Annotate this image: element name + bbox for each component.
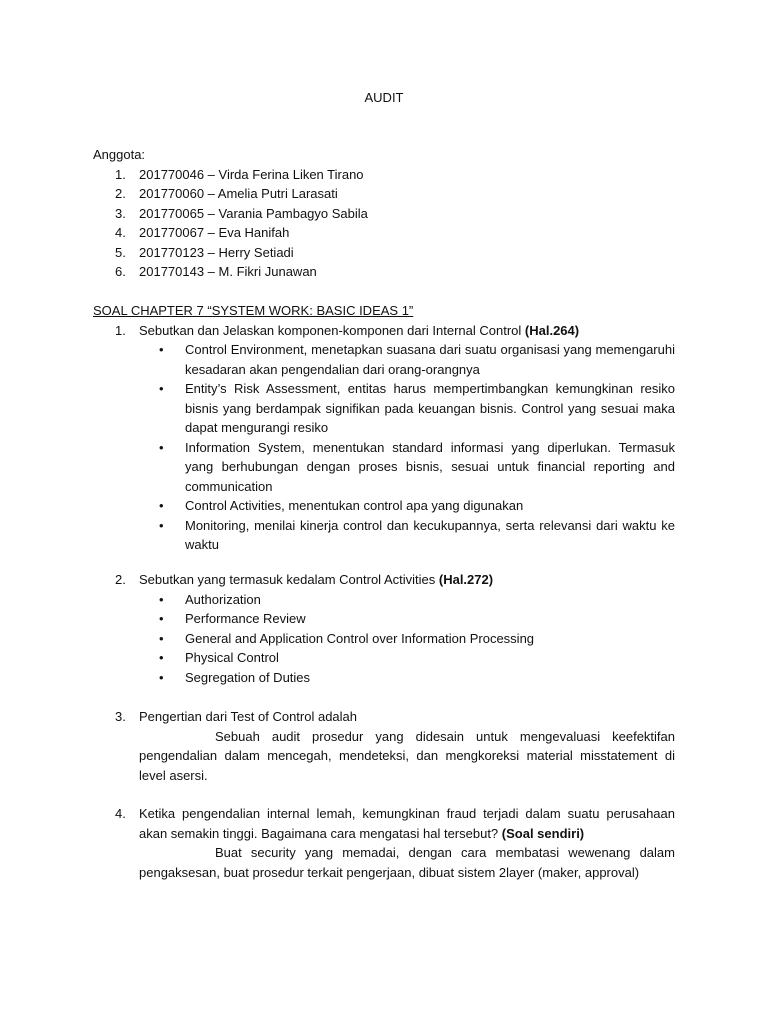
list-number: 5. (115, 244, 126, 260)
list-item (93, 629, 675, 649)
member-text: 201770065 – Varania Pambagyo Sabila (139, 205, 368, 221)
chapter-heading: SOAL CHAPTER 7 “SYSTEM WORK: BASIC IDEAS 1” (93, 303, 414, 318)
member-text: 201770123 – Herry Setiadi (139, 244, 294, 260)
question-2-section (93, 570, 675, 687)
list-number: 3. (115, 205, 126, 221)
list-item (93, 648, 675, 668)
list-item (93, 379, 675, 438)
question-1 (93, 321, 675, 341)
list-number: 2. (115, 186, 126, 201)
document-title: AUDIT (364, 90, 404, 105)
question-text: Sebutkan dan Jelaskan komponen-komponen dari Internal Control (139, 322, 525, 338)
question-text: Pengertian dari Test of Control adalah (139, 709, 358, 724)
bullet-icon: • (159, 439, 164, 455)
bullet-text: Authorization (185, 591, 261, 607)
question-number: 3. (115, 709, 126, 724)
members-list (93, 165, 675, 282)
bullet-text: Control Activities, menentukan control apa yang digunakan (185, 498, 524, 513)
list-item (93, 438, 675, 497)
members-section (93, 145, 675, 282)
chapter-section (93, 301, 675, 555)
question-4 (93, 804, 675, 843)
list-item (93, 223, 675, 243)
bullet-text: Information System, menentukan standard informasi yang diperlukan. Termasuk yang berhubungan dengan proses bisnis, sesuai untuk financial reporting and communication (185, 439, 675, 494)
member-text: 201770143 – M. Fikri Junawan (139, 264, 317, 279)
list-item (93, 165, 675, 185)
question-2 (93, 570, 675, 590)
question-number: 4. (115, 806, 126, 821)
list-item (93, 668, 675, 688)
question-text: Ketika pengendalian internal lemah, kemungkinan fraud terjadi dalam suatu perusahaan akan semakin tinggi. Bagaimana cara mengatasi hal tersebut? (139, 806, 675, 841)
answer-text: Buat security yang memadai, dengan cara membatasi wewenang dalam pengaksesan, buat prosedur terkait pengerjaan, dibuat sistem 2layer (maker, approval) (139, 845, 675, 880)
list-item (93, 516, 675, 555)
list-item (93, 243, 675, 263)
list-item (93, 340, 675, 379)
list-number: 4. (115, 225, 126, 240)
question-number: 2. (115, 572, 126, 587)
q1-bullet-list (93, 340, 675, 555)
answer-3 (93, 727, 675, 786)
answer-4 (93, 843, 675, 882)
bullet-icon: • (159, 669, 164, 685)
bullet-text: Monitoring, menilai kinerja control dan kecukupannya, serta relevansi dari waktu ke waktu (185, 517, 675, 552)
bullet-icon: • (159, 342, 164, 357)
list-item (93, 609, 675, 629)
page-reference: (Hal.264) (524, 322, 580, 338)
list-item (93, 496, 675, 516)
bullet-icon: • (159, 650, 164, 665)
bullet-icon: • (159, 517, 164, 533)
list-item (93, 590, 675, 610)
bullet-icon: • (159, 498, 164, 513)
question-3-section (93, 707, 675, 785)
bullet-text: Entity’s Risk Assessment, entitas harus mempertimbangkan kemungkinan resiko bisnis yang berdampak signifikan pada keuangan bisnis. Control yang sesuai maka dapat mengurangi resiko (185, 381, 675, 435)
question-3 (93, 707, 675, 727)
bullet-icon: • (159, 611, 164, 626)
member-text: 201770067 – Eva Hanifah (139, 225, 290, 240)
bullet-icon: • (159, 591, 164, 607)
page-reference: (Soal sendiri) (501, 825, 585, 841)
list-number: 1. (115, 166, 126, 182)
member-text: 201770060 – Amelia Putri Larasati (139, 186, 338, 201)
list-item (93, 262, 675, 282)
bullet-icon: • (159, 630, 164, 646)
bullet-text: General and Application Control over Information Processing (185, 630, 535, 646)
bullet-text: Segregation of Duties (185, 669, 311, 685)
bullet-text: Control Environment, menetapkan suasana dari suatu organisasi yang memengaruhi kesadaran akan pengendalian dari orang-orangnya (185, 342, 675, 377)
list-item (93, 184, 675, 204)
bullet-text: Performance Review (185, 611, 306, 626)
question-number: 1. (115, 322, 126, 338)
bullet-text: Physical Control (185, 650, 279, 665)
q2-bullet-list (93, 590, 675, 688)
bullet-icon: • (159, 381, 164, 396)
list-item (93, 204, 675, 224)
list-number: 6. (115, 264, 126, 279)
question-4-section (93, 804, 675, 882)
page-reference: (Hal.272) (438, 572, 494, 587)
question-text: Sebutkan yang termasuk kedalam Control Activities (139, 572, 439, 587)
members-label: Anggota: (93, 147, 146, 162)
member-text: 201770046 – Virda Ferina Liken Tirano (139, 166, 364, 182)
answer-text: Sebuah audit prosedur yang didesain untuk mengevaluasi keefektifan pengendalian dalam mencegah, mendeteksi, dan mengkoreksi material misstatement di level asersi. (139, 728, 675, 783)
